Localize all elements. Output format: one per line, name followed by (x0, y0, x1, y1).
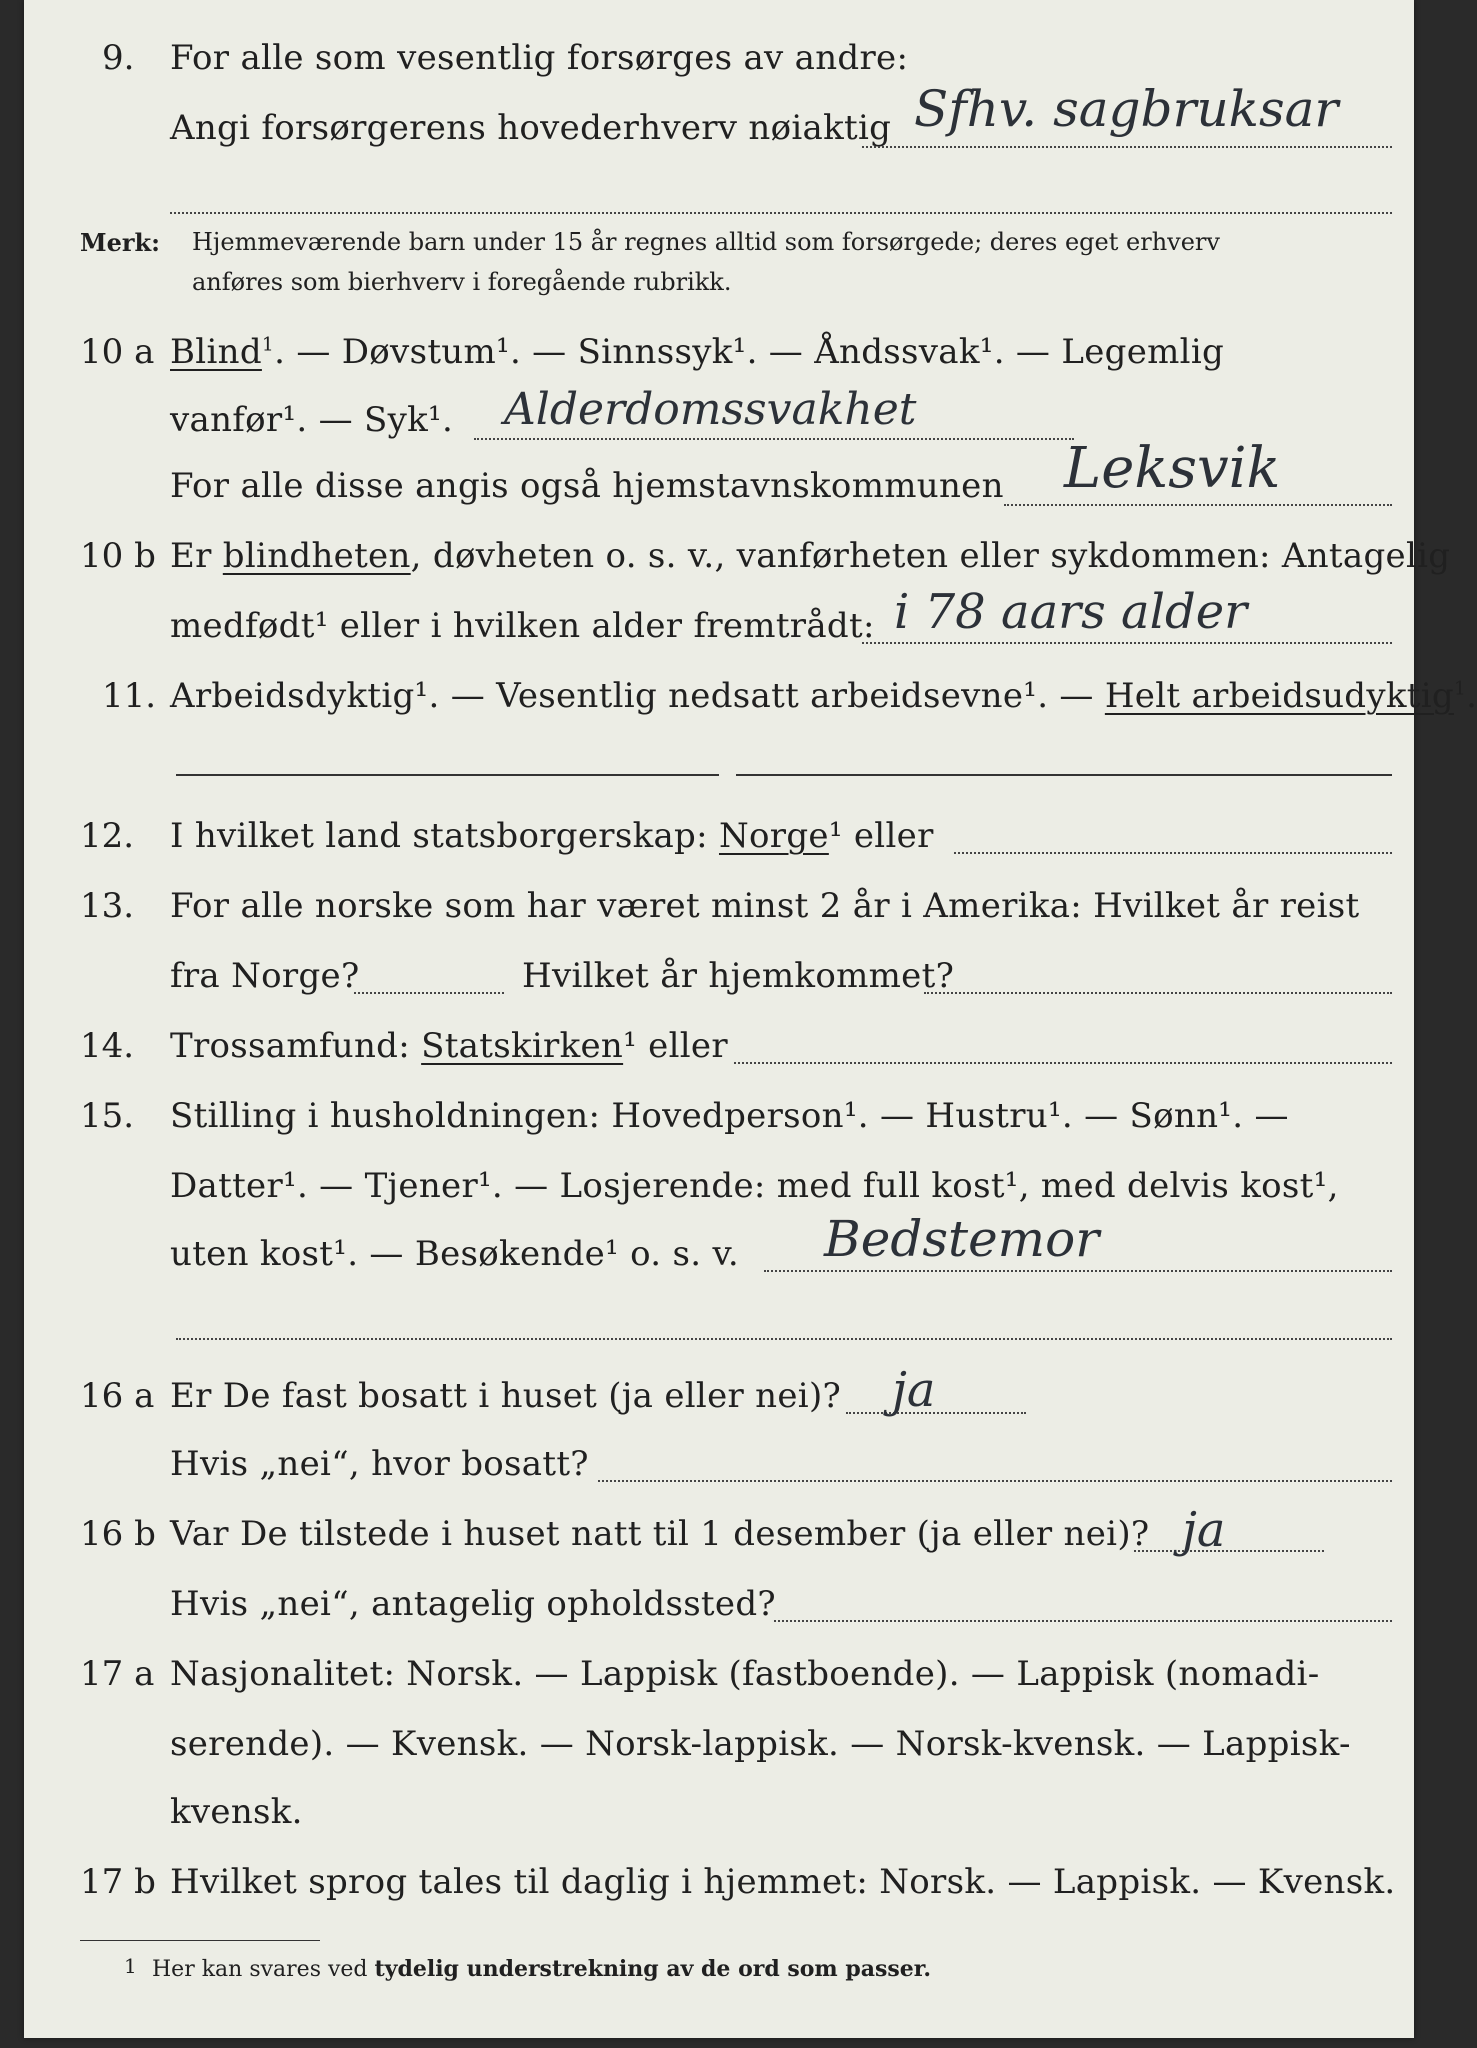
section-divider (736, 774, 1392, 776)
question-number: 15. (80, 1096, 135, 1136)
answer-line (774, 1620, 1392, 1622)
answer-line (862, 642, 1392, 644)
handwritten-answer: Alderdomssvakhet (504, 384, 917, 435)
question-number: 11. (102, 676, 157, 716)
q15-line3: uten kost¹. — Besøkende¹ o. s. v. (170, 1234, 740, 1274)
answer-line (734, 1062, 1392, 1064)
footnote-pre: Her kan svares ved (152, 1957, 368, 1982)
answer-line (474, 438, 1074, 440)
answer-line (924, 992, 1392, 994)
question-number: 16 b (80, 1514, 156, 1554)
q16a-line1: Er De fast bosatt i huset (ja eller nei)? (170, 1376, 842, 1416)
question-number: 13. (80, 886, 135, 926)
q12-post: ¹ eller (828, 816, 934, 856)
underlined-choice: blindheten (222, 536, 411, 576)
q10b-rest: , døvheten o. s. v., vanførheten eller sykdommen: Antagelig (410, 536, 1451, 576)
answer-line (954, 852, 1392, 854)
q10b-line2: medfødt¹ eller i hvilken alder fremtrådt: (170, 606, 875, 646)
question-number: 17 a (80, 1654, 155, 1694)
answer-line (1004, 504, 1392, 506)
q17a-line2: serende). — Kvensk. — Norsk-lappisk. — Norsk-kvensk. — Lappisk- (170, 1724, 1351, 1764)
question-number: 9. (102, 38, 135, 78)
q11-line: Arbeidsdyktig¹. — Vesentlig nedsatt arbeidsevne¹. — Helt arbeidsudyktig$^1$. (170, 676, 1477, 716)
footnote-text (152, 1956, 931, 1982)
q12-pre: I hvilket land statsborgerskap: (170, 816, 708, 856)
answer-line (354, 992, 504, 994)
answer-line (176, 1338, 1392, 1340)
q16b-line1: Var De tilstede i huset natt til 1 desember (ja eller nei)? (170, 1514, 1150, 1554)
handwritten-answer: Bedstemor (824, 1210, 1100, 1268)
footnote-divider (80, 1940, 320, 1941)
q13-line1: For alle norske som har været minst 2 år i Amerika: Hvilket år reist (170, 886, 1360, 926)
q10a-line2: vanfør¹. — Syk¹. (170, 400, 454, 440)
underlined-choice: Helt arbeidsudyktig (1104, 676, 1454, 716)
q17a-line1: Nasjonalitet: Norsk. — Lappisk (fastboende). — Lappisk (nomadi- (170, 1654, 1320, 1694)
question-number: 16 a (80, 1376, 155, 1416)
handwritten-answer: ja (1182, 1502, 1226, 1558)
q9-line2: Angi forsørgerens hovederhverv nøiaktig (170, 108, 892, 148)
answer-line (764, 1270, 1392, 1272)
answer-line (598, 1480, 1392, 1482)
question-number: 14. (80, 1026, 135, 1066)
census-form-page (24, 0, 1477, 2038)
section-divider (176, 774, 719, 776)
q13-line2b: Hvilket år hjemkommet? (522, 956, 955, 996)
q17b-line1: Hvilket sprog tales til daglig i hjemmet: Norsk. — Lappisk. — Kvensk. (170, 1862, 1396, 1902)
q10a-line3: For alle disse angis også hjemstavnskommunen (170, 466, 1004, 506)
q16a-line2: Hvis „nei“, hvor bosatt? (170, 1444, 589, 1484)
note-line1: Hjemmeværende barn under 15 år regnes alltid som forsørgede; deres eget erhverv (192, 228, 1220, 256)
q10b-line1 (170, 536, 1450, 576)
q17a-line3: kvensk. (170, 1792, 303, 1832)
q10b-pre: Er (170, 536, 212, 576)
question-number: 10 b (80, 536, 156, 576)
underlined-choice: Norge (718, 816, 829, 856)
handwritten-answer: i 78 aars alder (894, 584, 1248, 640)
q10a-line1: Blind$^1$. — Døvstum¹. — Sinnssyk¹. — Åndssvak¹. — Legemlig (170, 332, 1225, 372)
question-number: 10 a (80, 332, 155, 372)
q13-line2a: fra Norge? (170, 956, 360, 996)
question-number: 12. (80, 816, 135, 856)
handwritten-answer: ja (892, 1362, 936, 1418)
q16b-line2: Hvis „nei“, antagelig opholdssted? (170, 1584, 776, 1624)
footnote-bold: tydelig understrekning av de ord som passer. (374, 1956, 932, 1982)
answer-line (1134, 1550, 1324, 1552)
answer-line (862, 146, 1392, 148)
q15-line2: Datter¹. — Tjener¹. — Losjerende: med full kost¹, med delvis kost¹, (170, 1166, 1339, 1206)
question-number: 17 b (80, 1862, 156, 1902)
q14-pre: Trossamfund: (170, 1026, 411, 1066)
handwritten-answer: Leksvik (1064, 436, 1281, 501)
q14-line (170, 1026, 728, 1066)
q10a-line1-rest: . — Døvstum¹. — Sinnssyk¹. — Åndssvak¹. — Legemlig (274, 332, 1225, 372)
q12-line (170, 816, 934, 856)
handwritten-answer: Sfhv. sagbruksar (914, 80, 1339, 138)
note-line2: anføres som bierhverv i foregående rubrikk. (192, 268, 732, 296)
answer-line (846, 1412, 1026, 1414)
q11-text: Arbeidsdyktig¹. — Vesentlig nedsatt arbeidsevne¹. — (170, 676, 1094, 716)
underlined-choice: Blind (170, 332, 262, 372)
footnote-mark: 1 (124, 1954, 137, 1978)
q9-line1: For alle som vesentlig forsørges av andre: (170, 38, 909, 78)
q15-line1: Stilling i husholdningen: Hovedperson¹. — Hustru¹. — Sønn¹. — (170, 1096, 1289, 1136)
underlined-choice: Statskirken (421, 1026, 624, 1066)
q14-post: ¹ eller (623, 1026, 728, 1066)
answer-line (170, 212, 1392, 214)
note-label: Merk: (80, 228, 160, 257)
